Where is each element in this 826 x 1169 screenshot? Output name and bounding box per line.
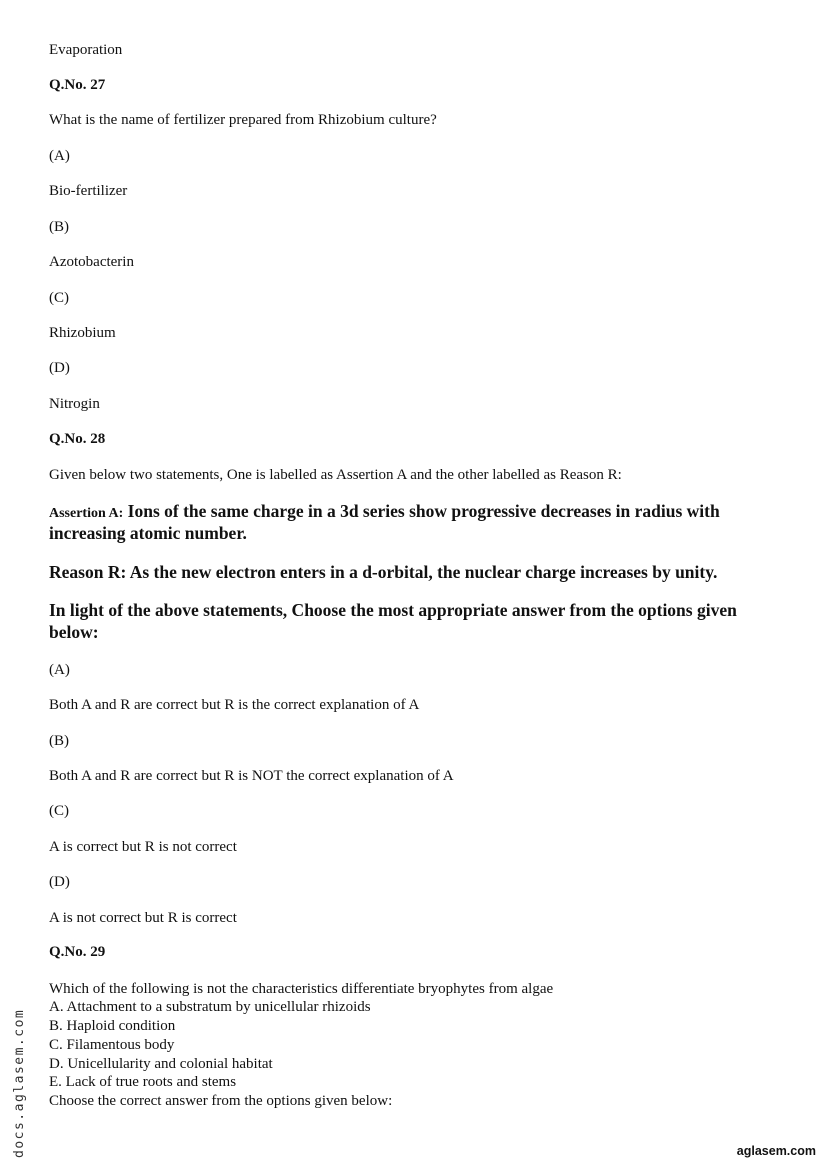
- q27-option-d-label: (D): [49, 360, 70, 376]
- assertion-text-line1: Ions of the same charge in a 3d series show progressive decreases in radius with: [127, 501, 720, 521]
- assertion-label: Assertion A:: [49, 506, 124, 521]
- q28-option-c-text: A is correct but R is not correct: [49, 839, 237, 855]
- q27-option-b-label: (B): [49, 219, 69, 235]
- question-28-intro: Given below two statements, One is labelled as Assertion A and the other labelled as Reason R:: [49, 467, 622, 483]
- q28-option-d-label: (D): [49, 874, 70, 890]
- q27-option-a-label: (A): [49, 148, 70, 164]
- question-27-text: What is the name of fertilizer prepared from Rhizobium culture?: [49, 112, 437, 128]
- question-number-28: Q.No. 28: [49, 431, 106, 447]
- q27-option-d-text: Nitrogin: [49, 396, 100, 412]
- q29-item-c: C. Filamentous body: [49, 1037, 175, 1053]
- q29-instruction: Choose the correct answer from the options given below:: [49, 1093, 393, 1109]
- q27-option-a-text: Bio-fertilizer: [49, 183, 128, 199]
- q27-option-c-text: Rhizobium: [49, 325, 116, 341]
- q29-item-e: E. Lack of true roots and stems: [49, 1074, 237, 1090]
- reason-statement: [49, 562, 717, 582]
- previous-answer-tail: Evaporation: [49, 42, 123, 58]
- reason-label: Reason R:: [49, 562, 127, 582]
- question-number-29: Q.No. 29: [49, 944, 106, 960]
- instruction-line1: In light of the above statements, Choose the most appropriate answer from the options given: [49, 600, 737, 620]
- q29-item-b: B. Haploid condition: [49, 1018, 176, 1034]
- q28-option-a-text: Both A and R are correct but R is the correct explanation of A: [49, 697, 420, 713]
- assertion-text-line2: increasing atomic number.: [49, 523, 247, 543]
- side-watermark: docs.aglasem.com: [12, 1008, 27, 1158]
- q28-option-c-label: (C): [49, 803, 69, 819]
- question-29-text: Which of the following is not the characteristics differentiate bryophytes from algae: [49, 981, 554, 997]
- q28-option-b-label: (B): [49, 733, 69, 749]
- q28-option-a-label: (A): [49, 662, 70, 678]
- instruction-line2: below:: [49, 622, 99, 642]
- question-number-27: Q.No. 27: [49, 77, 106, 93]
- q28-option-b-text: Both A and R are correct but R is NOT the correct explanation of A: [49, 768, 454, 784]
- q27-option-b-text: Azotobacterin: [49, 254, 134, 270]
- footer-brand: aglasem.com: [736, 1144, 816, 1158]
- q28-option-d-text: A is not correct but R is correct: [49, 910, 237, 926]
- q27-option-c-label: (C): [49, 290, 69, 306]
- q29-item-d: D. Unicellularity and colonial habitat: [49, 1056, 273, 1072]
- reason-text: As the new electron enters in a d-orbital, the nuclear charge increases by unity.: [129, 562, 718, 582]
- q29-item-a: A. Attachment to a substratum by unicellular rhizoids: [49, 999, 371, 1015]
- assertion-statement: [49, 501, 720, 524]
